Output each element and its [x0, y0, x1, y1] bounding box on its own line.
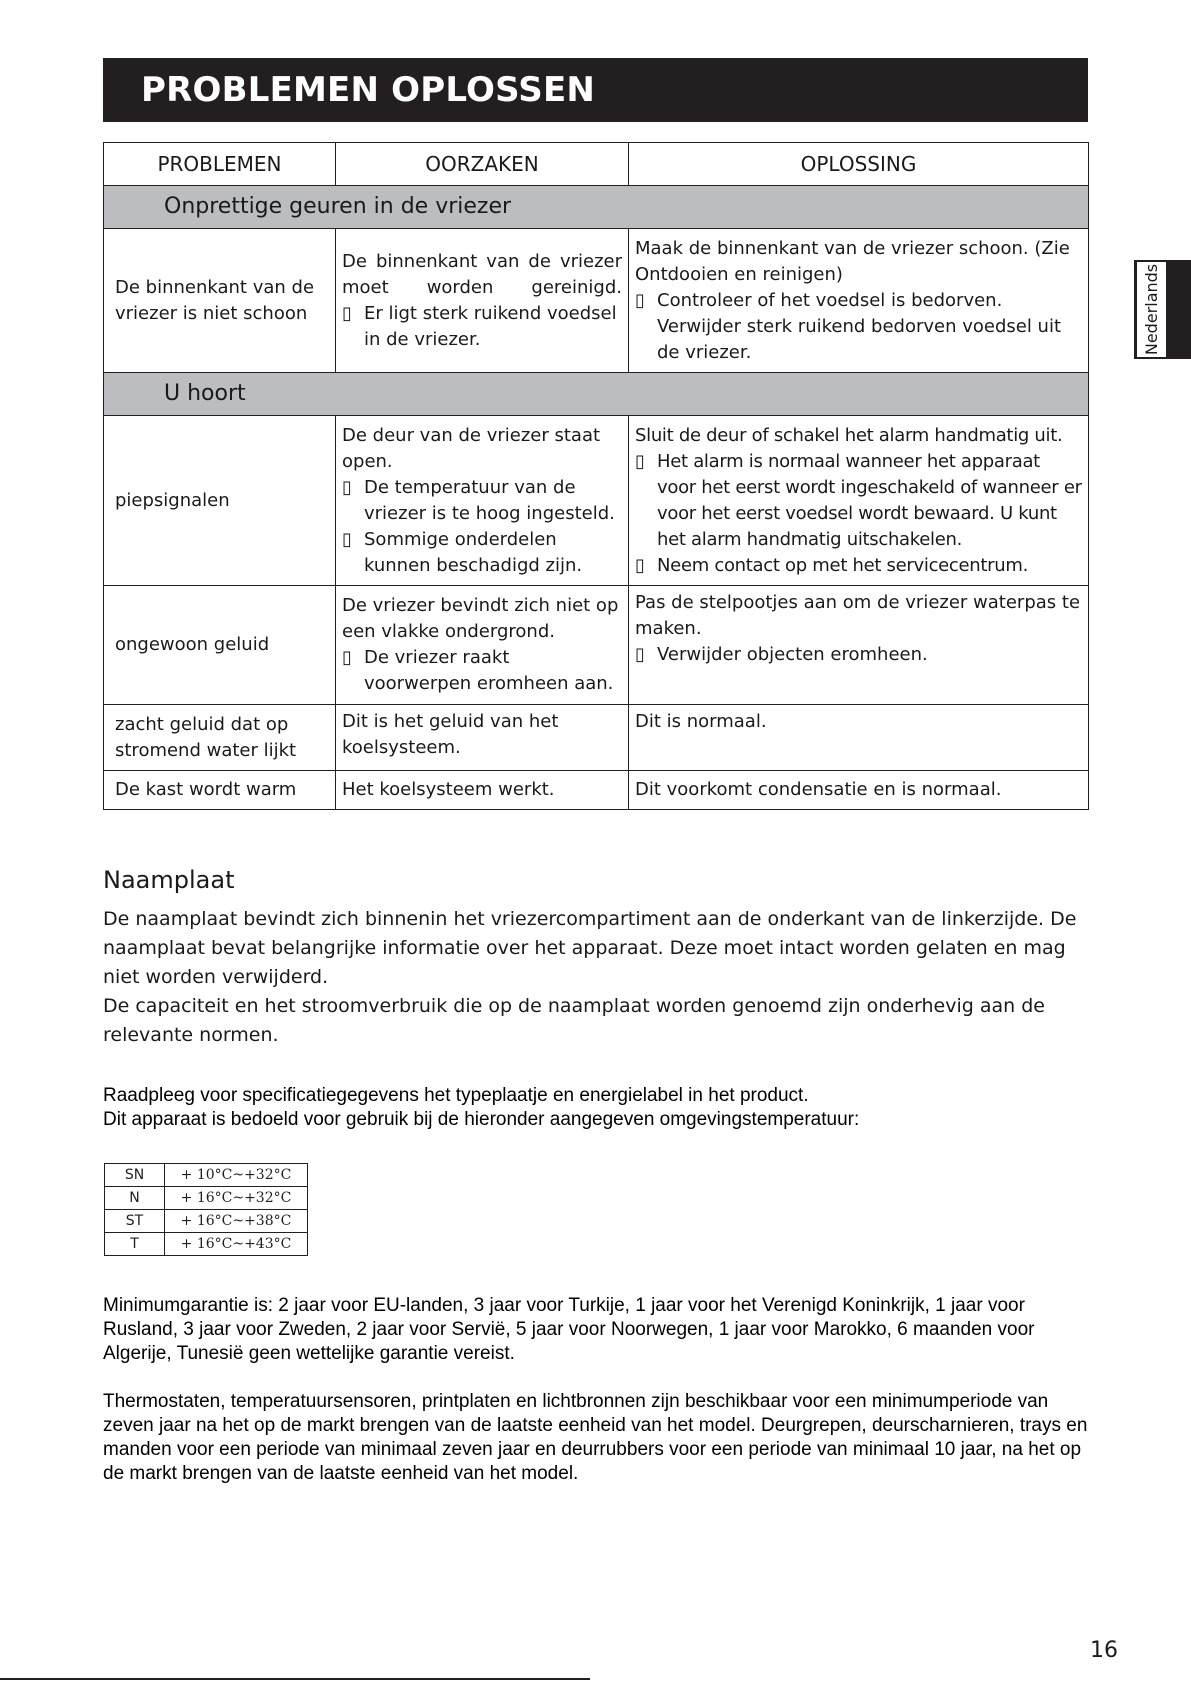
climate-class: SN	[105, 1164, 165, 1187]
page-title: PROBLEMEN OPLOSSEN	[103, 58, 1088, 122]
solution-cell	[629, 416, 1089, 586]
bullet-box-icon: ▯	[342, 647, 352, 668]
cause-bullet	[342, 645, 622, 697]
category-label: Onprettige geuren in de vriezer	[104, 186, 1089, 229]
cause-lead: De binnenkant van de vriezer moet worden gereinigd.	[342, 250, 622, 298]
problem-cell: zacht geluid dat op stromend water lijkt	[104, 705, 336, 771]
bullet-box-icon: ▯	[342, 302, 352, 324]
climate-row	[105, 1164, 308, 1187]
spare-parts-text: Thermostaten, temperatuursensoren, printplaten en lichtbronnen zijn beschikbaar voor een minimumperiode van zeven jaar na het op de markt brengen van de laatste eenheid van het model. Deurgrepen, deurscharnieren, trays en manden voor een periode van minimaal zeven jaar en deurrubbers voor een periode van minimaal 10 jaar, na het op de markt brengen van de laatste eenheid van het model.	[103, 1391, 1088, 1484]
cause-cell	[336, 586, 629, 705]
climate-row	[105, 1187, 308, 1210]
spec-text-line: Raadpleeg voor specificatiegegevens het typeplaatje en energielabel in het product.	[103, 1085, 809, 1106]
category-row	[104, 373, 1089, 416]
climate-range: + 16°C~+38°C	[165, 1210, 308, 1233]
spec-text-line: Dit apparaat is bedoeld voor gebruik bij de hieronder aangegeven omgevingstemperatuur:	[103, 1109, 860, 1130]
problem-cell: De kast wordt warm	[104, 771, 336, 810]
header-causes: OORZAKEN	[336, 143, 629, 186]
cause-bullet	[342, 527, 622, 579]
language-tab-label: Nederlands	[1142, 263, 1161, 356]
table-row	[104, 416, 1089, 586]
solution-bullet	[635, 449, 1082, 553]
nameplate-paragraph: De naamplaat bevindt zich binnenin het vriezercompartiment aan de onderkant van de linkerzijde. De naamplaat bevat belangrijke informatie over het apparaat. Deze moet intact worden gelaten en mag niet worden verwijderd.	[103, 908, 1077, 988]
header-problems: PROBLEMEN	[104, 143, 336, 186]
nameplate-paragraph: De capaciteit en het stroomverbruik die op de naamplaat worden genoemd zijn onderhevig aan de relevante normen.	[103, 995, 1045, 1046]
category-row	[104, 186, 1089, 229]
problem-cell: De binnenkant van de vriezer is niet schoon	[104, 229, 336, 373]
solution-bullet-text: Het alarm is normaal wanneer het apparaat voor het eerst wordt ingeschakeld of wanneer er voor het eerst voedsel wordt bewaard. U kunt het alarm handmatig uitschakelen.	[657, 450, 1082, 550]
nameplate-heading: Naamplaat	[103, 866, 235, 894]
climate-row	[105, 1210, 308, 1233]
climate-row	[105, 1233, 308, 1256]
solution-bullet	[635, 642, 1082, 668]
table-row	[104, 586, 1089, 705]
cause-cell	[336, 229, 629, 373]
bullet-box-icon: ▯	[635, 554, 645, 576]
troubleshooting-table	[103, 142, 1089, 810]
category-label: U hoort	[104, 373, 1089, 416]
solution-lead: Maak de binnenkant van de vriezer schoon. (Zie Ontdooien en reinigen)	[635, 237, 1070, 285]
climate-class: ST	[105, 1210, 165, 1233]
solution-lead: Sluit de deur of schakel het alarm handmatig uit.	[635, 424, 1063, 446]
bullet-box-icon: ▯	[635, 289, 645, 311]
cause-bullet-text: Sommige onderdelen kunnen beschadigd zijn.	[364, 528, 583, 576]
cause-bullet	[342, 475, 622, 527]
problem-cell: ongewoon geluid	[104, 586, 336, 705]
bullet-box-icon: ▯	[342, 476, 352, 498]
solution-cell: Dit is normaal.	[629, 705, 1089, 771]
climate-range: + 16°C~+43°C	[165, 1233, 308, 1256]
climate-class-table	[104, 1163, 308, 1256]
language-tab-label-box	[1136, 261, 1167, 358]
climate-range: + 10°C~+32°C	[165, 1164, 308, 1187]
table-row	[104, 705, 1089, 771]
cause-bullet-text: De vriezer raakt voorwerpen eromheen aan.	[364, 647, 614, 694]
climate-class: T	[105, 1233, 165, 1256]
table-header-row	[104, 143, 1089, 186]
bullet-box-icon: ▯	[635, 644, 645, 665]
warranty-text: Minimumgarantie is: 2 jaar voor EU-landen, 3 jaar voor Turkije, 1 jaar voor het Verenigd Koninkrijk, 1 jaar voor Rusland, 3 jaar voor Zweden, 2 jaar voor Servië, 5 jaar voor Noorwegen, 1 jaar voor Marokko, 6 maanden voor Algerije, Tunesië geen wettelijke garantie vereist.	[103, 1295, 1035, 1364]
solution-bullet-text: Controleer of het voedsel is bedorven. Verwijder sterk ruikend bedorven voedsel uit de vriezer.	[657, 289, 1062, 363]
table-row	[104, 229, 1089, 373]
header-solution: OPLOSSING	[629, 143, 1089, 186]
cause-bullet-text: De temperatuur van de vriezer is te hoog ingesteld.	[364, 476, 615, 524]
bullet-box-icon: ▯	[342, 528, 352, 550]
solution-cell: Dit voorkomt condensatie en is normaal.	[629, 771, 1089, 810]
solution-lead: Pas de stelpootjes aan om de vriezer waterpas te maken.	[635, 592, 1081, 639]
solution-bullet	[635, 288, 1082, 366]
cause-lead: De vriezer bevindt zich niet op een vlakke ondergrond.	[342, 595, 619, 642]
cause-cell: Dit is het geluid van het koelsysteem.	[336, 705, 629, 771]
language-tab	[1134, 260, 1191, 359]
solution-cell	[629, 586, 1089, 705]
climate-class: N	[105, 1187, 165, 1210]
solution-bullet	[635, 553, 1082, 579]
cause-lead: De deur van de vriezer staat open.	[342, 424, 601, 472]
cause-bullet	[342, 301, 622, 353]
cause-bullet-text: Er ligt sterk ruikend voedsel in de vriezer.	[364, 302, 617, 350]
cause-cell	[336, 416, 629, 586]
solution-cell	[629, 229, 1089, 373]
climate-range: + 16°C~+32°C	[165, 1187, 308, 1210]
bullet-box-icon: ▯	[635, 450, 645, 472]
bottom-rule	[0, 1678, 590, 1680]
page-number: 16	[1090, 1638, 1118, 1663]
solution-bullet-text: Neem contact op met het servicecentrum.	[657, 554, 1029, 576]
table-row	[104, 771, 1089, 810]
problem-cell: piepsignalen	[104, 416, 336, 586]
solution-bullet-text: Verwijder objecten eromheen.	[657, 644, 928, 665]
cause-cell: Het koelsysteem werkt.	[336, 771, 629, 810]
